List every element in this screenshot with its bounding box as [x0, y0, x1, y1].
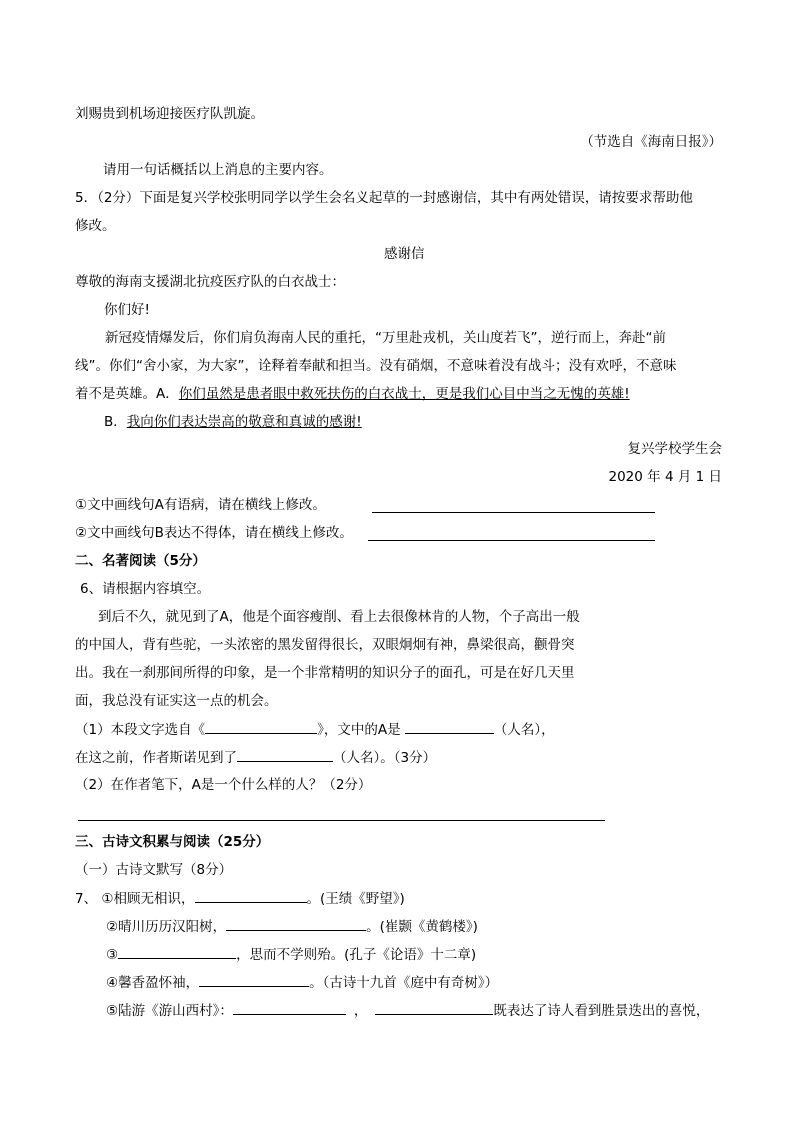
answer-blank[interactable]: [195, 888, 307, 903]
question-6-stem: 6、请根据内容填空。: [80, 581, 211, 597]
letter-body: 新冠疫情爆发后，你们肩负海南人民的重托，“万里赴戎机，关山度若飞”，逆行而上，奔赴“前: [105, 330, 666, 346]
question-5-stem-cont: 修改。: [75, 218, 116, 234]
letter-greeting: 你们好!: [104, 302, 150, 318]
answer-blank[interactable]: [205, 719, 317, 734]
label-b: B．: [104, 414, 127, 430]
section-heading: 二、名著阅读（5分）: [75, 553, 206, 569]
answer-blank[interactable]: [368, 540, 655, 541]
letter-salutation: 尊敬的海南支援湖北抗疫医疗队的白衣战士：: [75, 274, 345, 290]
underlined-sentence-b: 我向你们表达崇高的敬意和真诚的感谢!: [126, 414, 362, 430]
letter-body-text: 着不是英雄。A．: [75, 386, 179, 402]
letter-signature: 复兴学校学生会: [627, 441, 722, 457]
answer-blank[interactable]: [78, 820, 605, 821]
passage-line: 出。我在一刹那间所得的印象，是一个非常精明的知识分子的面孔，可是在好几天里: [75, 665, 575, 681]
answer-blank[interactable]: [233, 1000, 346, 1015]
letter-body: [104, 412, 362, 432]
passage-line: 到后不久，就见到了A，他是个面容瘦削、看上去很像林肯的人物，个子高出一般: [98, 609, 580, 625]
answer-blank[interactable]: [226, 916, 366, 931]
passage-line: 的中国人，背有些驼，一头浓密的黑发留得很长，双眼炯炯有神，鼻梁很高，颧骨突: [75, 637, 575, 653]
answer-blank[interactable]: [199, 972, 309, 987]
answer-blank[interactable]: [237, 747, 333, 762]
text: 在这之前，作者斯诺见到了: [75, 750, 237, 766]
poem-line-3: [106, 944, 476, 964]
poem-line-2: [106, 916, 478, 936]
text: ，思而不学则殆。(孔子《论语》十二章): [236, 947, 477, 963]
source-citation: （节选自《海南日报》）: [580, 134, 722, 150]
text: ，: [353, 1003, 368, 1019]
answer-blank[interactable]: [118, 944, 236, 959]
sub-question-1: [75, 495, 326, 515]
sub-question-2: （2）在作者笔下，A是一个什么样的人？（2分）: [75, 777, 372, 793]
text: 》，文中的A是: [317, 722, 405, 738]
text: ①相顾无相识，: [101, 891, 195, 907]
subsection-heading: （一）古诗文默写（8分）: [75, 862, 233, 878]
sub-question-1-cont: [75, 747, 436, 767]
sub-question-1: [75, 719, 555, 739]
sub-question-text: ②文中画线句B表达不得体，请在横线上修改。: [75, 525, 353, 541]
text: 。(崔颢《黄鹤楼》): [366, 919, 478, 935]
poem-line-1: [75, 888, 405, 908]
letter-date: 2020 年 4 月 1 日: [608, 469, 722, 485]
text: （人名）。（3分）: [333, 750, 437, 766]
question-prompt: 请用一句话概括以上消息的主要内容。: [103, 162, 333, 178]
answer-blank[interactable]: [375, 1000, 493, 1015]
question-number: 7、: [75, 891, 102, 907]
underlined-sentence-a: 你们虽然是患者眼中救死扶伤的白衣战士，更是我们心目中当之无愧的英雄!: [178, 386, 630, 402]
letter-title: 感谢信: [384, 246, 425, 262]
text: ③: [106, 947, 119, 963]
text: 。（古诗十九首《庭中有奇树》）: [309, 975, 499, 991]
poem-line-5: [106, 1000, 709, 1020]
text: 。(王绩《野望》): [306, 891, 405, 907]
passage-line: 面，我总没有证实这一点的机会。: [75, 693, 278, 709]
section-heading: 三、古诗文积累与阅读（25分）: [75, 834, 270, 850]
text: （人名），: [493, 722, 555, 738]
text: （1）本段文字选自《: [75, 722, 206, 738]
text: ⑤陆游《游山西村》：: [106, 1003, 233, 1019]
text: 既表达了诗人看到胜景迭出的喜悦，: [493, 1003, 710, 1019]
letter-body: [75, 384, 630, 404]
text: ②晴川历历汉阳树，: [106, 919, 227, 935]
answer-blank[interactable]: [372, 512, 655, 513]
sub-question-text: ①文中画线句A有语病，请在横线上修改。: [75, 497, 326, 513]
question-5-stem: 5．（2分）下面是复兴学校张明同学以学生会名义起草的一封感谢信，其中有两处错误，请按要求帮助他: [75, 190, 693, 206]
poem-line-4: [106, 972, 498, 992]
text: ④馨香盈怀袖，: [106, 975, 200, 991]
text-line: 刘赐贵到机场迎接医疗队凯旋。: [75, 106, 264, 122]
letter-body: 线”。你们“舍小家，为大家”，诠释着奉献和担当。没有硝烟，不意味着没有战斗；没有欢呼，不意味: [75, 358, 677, 374]
answer-blank[interactable]: [405, 719, 494, 734]
sub-question-2: [75, 523, 353, 543]
